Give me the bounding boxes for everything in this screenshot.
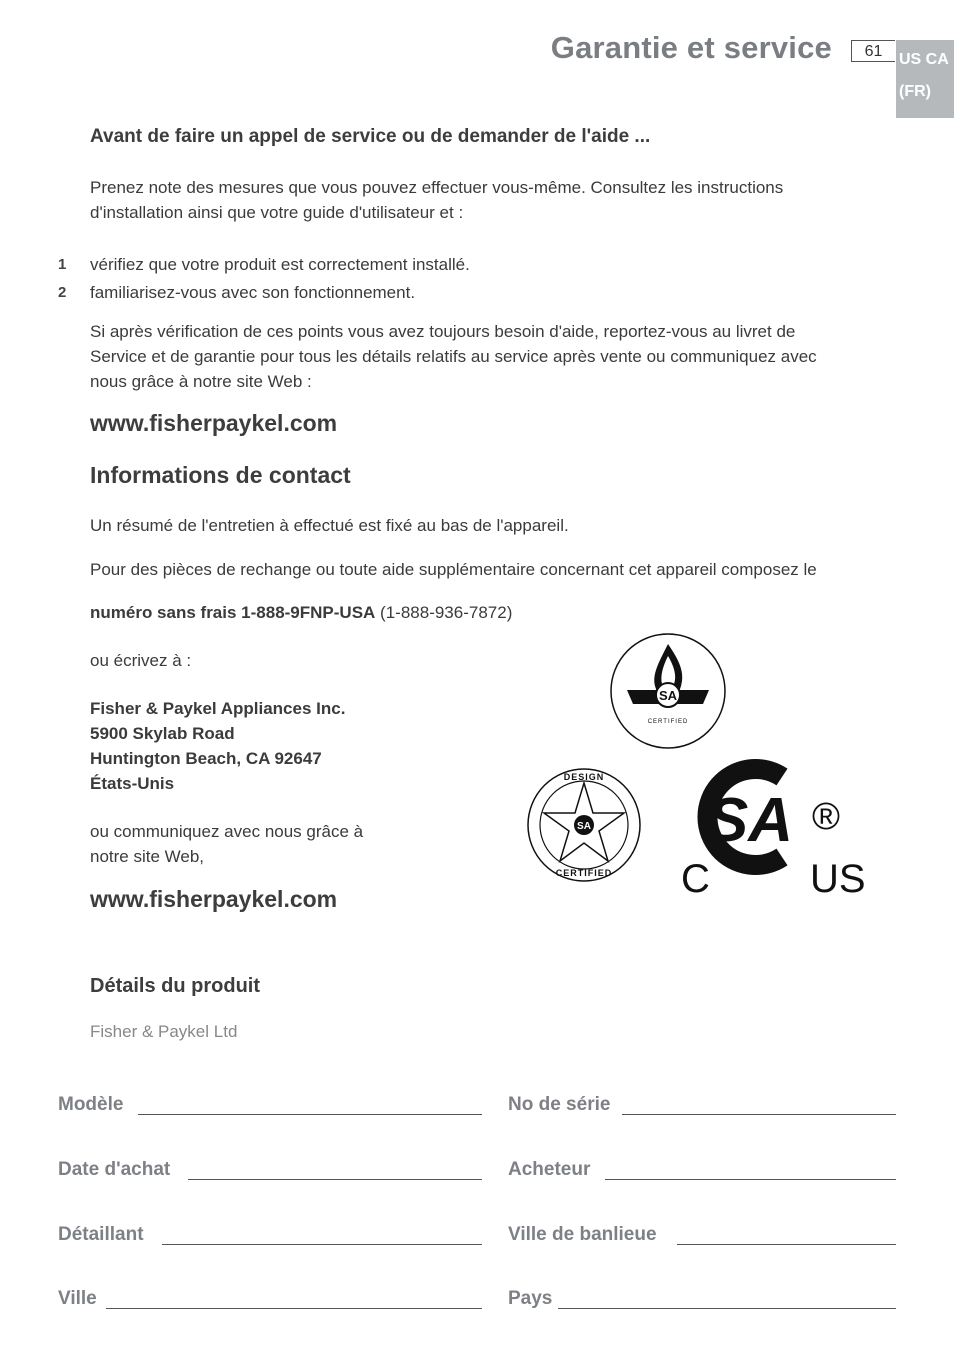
step-text: familiarisez-vous avec son fonctionnement.: [90, 283, 416, 302]
web-contact-text: [90, 819, 363, 869]
address-line: 5900 Skylab Road: [90, 724, 235, 743]
before-service-heading: Avant de faire un appel de service ou de demander de l'aide ...: [90, 126, 651, 147]
web-contact-line: notre site Web,: [90, 847, 205, 866]
intro-line: d'installation ainsi que votre guide d'utilisateur et :: [90, 203, 464, 222]
company-name: Fisher & Paykel Ltd: [90, 1022, 238, 1041]
buyer-field[interactable]: [605, 1179, 896, 1180]
step-number: 2: [58, 284, 67, 301]
write-to-label: ou écrivez à :: [90, 651, 192, 670]
address-line: Fisher & Paykel Appliances Inc.: [90, 699, 346, 718]
region-tab: [896, 40, 954, 118]
model-field[interactable]: [138, 1114, 482, 1115]
product-heading: Détails du produit: [90, 975, 260, 997]
retailer-label: Détaillant: [58, 1224, 144, 1245]
summary-text: Un résumé de l'entretien à effectué est fixé au bas de l'appareil.: [90, 516, 569, 535]
intro-line: Prenez note des mesures que vous pouvez effectuer vous-même. Consultez les instructions: [90, 178, 784, 197]
contact-heading: Informations de contact: [90, 462, 351, 488]
flame-certified-text: CERTIFIED: [647, 719, 689, 725]
model-label: Modèle: [58, 1094, 124, 1115]
website-link[interactable]: www.fisherpaykel.com: [90, 410, 338, 436]
serial-number-field[interactable]: [622, 1114, 896, 1115]
certified-text: CERTIFIED: [555, 868, 613, 878]
help-line: Service et de garantie pour tous les détails relatifs au service après vente ou communiquez avec: [90, 347, 817, 366]
design-text: DESIGN: [563, 772, 605, 782]
address-line: États-Unis: [90, 774, 175, 793]
csa-logo: [678, 755, 874, 897]
svg-text:SA: SA: [577, 821, 591, 832]
suburb-field[interactable]: [677, 1244, 896, 1245]
help-paragraph: [90, 319, 817, 394]
website-link[interactable]: www.fisherpaykel.com: [90, 886, 338, 912]
intro-paragraph: [90, 175, 783, 225]
phone-line: [90, 600, 512, 625]
design-certified-logo: [526, 767, 642, 883]
csa-us-text: US: [810, 857, 866, 897]
flame-certified-logo: [609, 632, 727, 750]
purchase-date-label: Date d'achat: [58, 1159, 171, 1180]
retailer-field[interactable]: [162, 1244, 482, 1245]
web-contact-line: ou communiquez avec nous grâce à: [90, 822, 364, 841]
page-number: 61: [851, 40, 895, 62]
buyer-label: Acheteur: [508, 1159, 591, 1180]
parts-text: Pour des pièces de rechange ou toute aide supplémentaire concernant cet appareil composez le: [90, 560, 817, 579]
country-field[interactable]: [558, 1308, 896, 1309]
help-line: Si après vérification de ces points vous avez toujours besoin d'aide, reportez-vous au livret de: [90, 322, 796, 341]
city-label: Ville: [58, 1288, 97, 1309]
page-title: Garantie et service: [550, 30, 832, 65]
phone-digits: (1-888-936-7872): [375, 603, 513, 622]
serial-number-label: No de série: [508, 1094, 611, 1115]
csa-c-text: C: [681, 857, 710, 897]
svg-text:SA: SA: [658, 688, 678, 703]
phone-number[interactable]: numéro sans frais 1-888-9FNP-USA: [90, 603, 376, 622]
address-block: [90, 696, 345, 796]
address-line: Huntington Beach, CA 92647: [90, 749, 322, 768]
svg-text:SA: SA: [706, 786, 794, 855]
country-label: Pays: [508, 1288, 553, 1309]
language-label: (FR): [899, 83, 931, 100]
city-field[interactable]: [106, 1308, 482, 1309]
suburb-label: Ville de banlieue: [508, 1224, 657, 1245]
purchase-date-field[interactable]: [188, 1179, 482, 1180]
registered-mark: ®: [812, 796, 840, 838]
help-line: nous grâce à notre site Web :: [90, 372, 312, 391]
step-number: 1: [58, 256, 67, 273]
region-label: US CA: [899, 51, 949, 68]
step-text: vérifiez que votre produit est correctement installé.: [90, 255, 470, 274]
